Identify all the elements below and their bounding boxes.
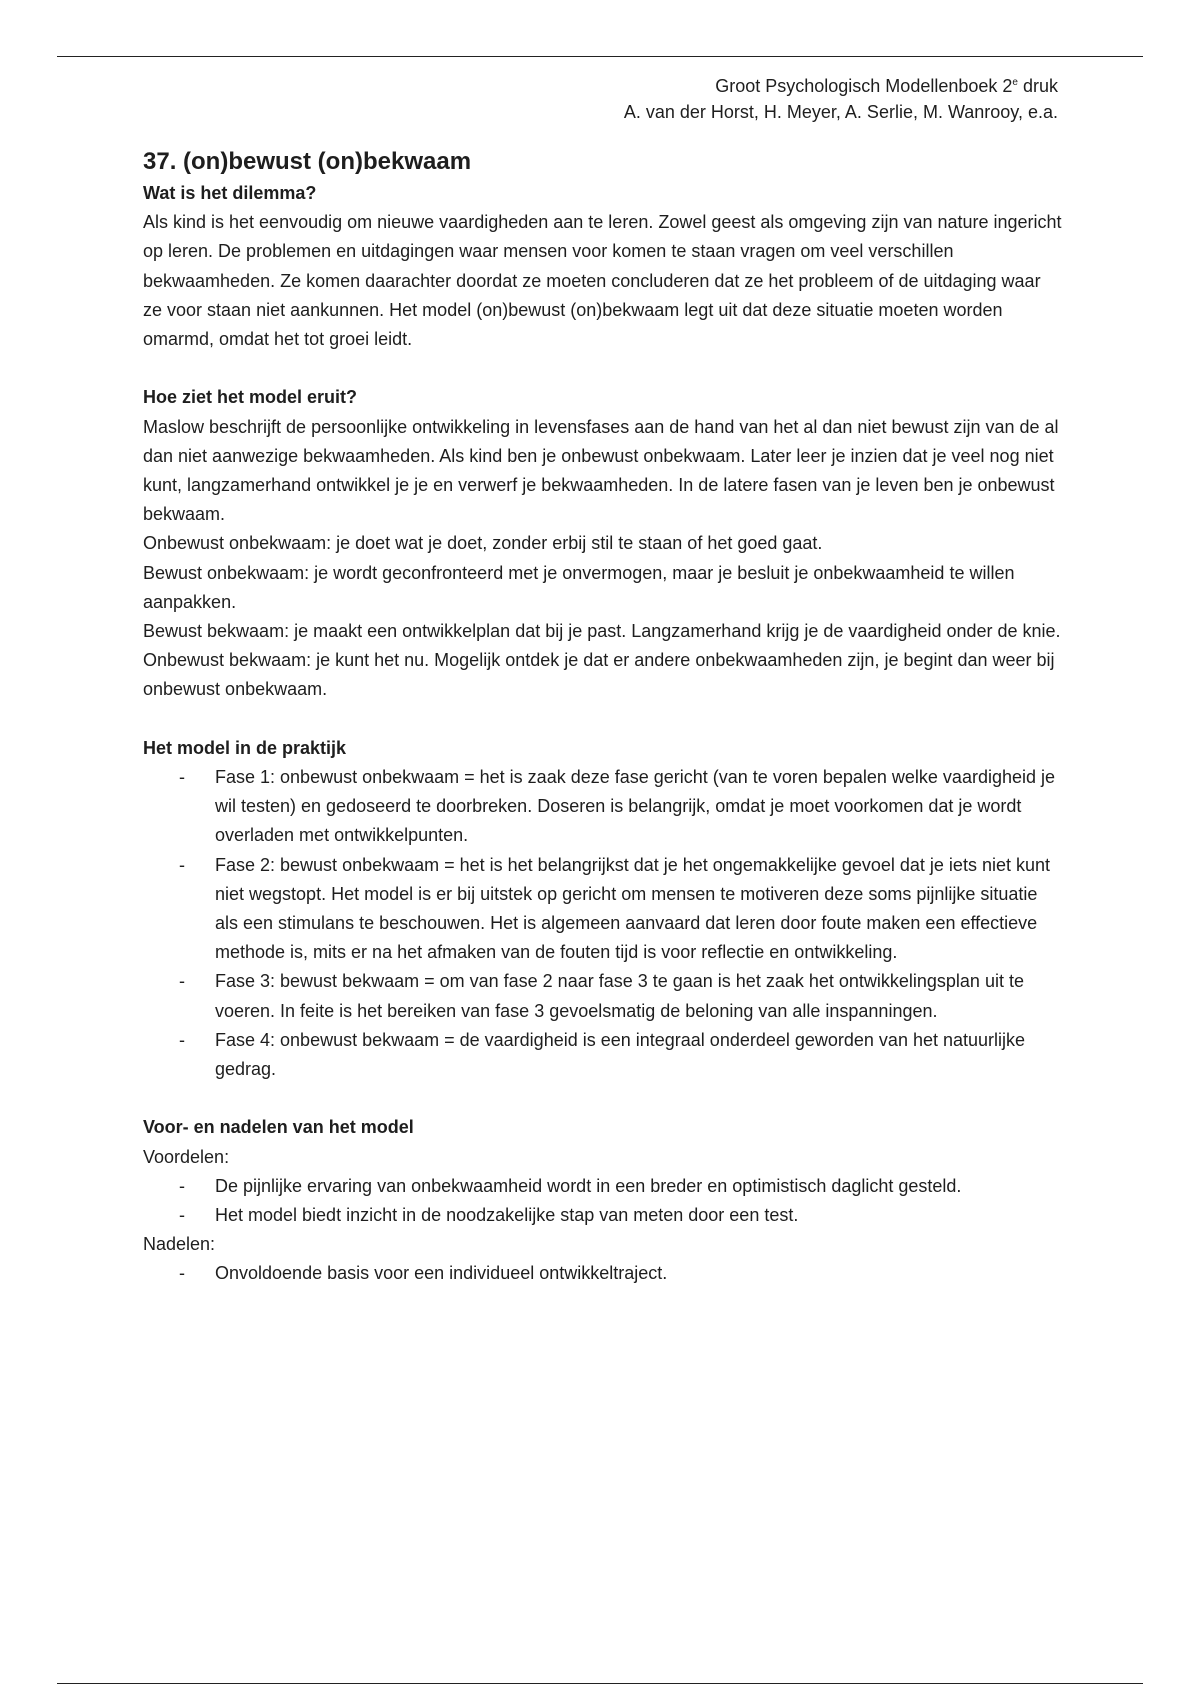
book-title: Groot Psychologisch Modellenboek 2 [715, 76, 1013, 96]
spacer [143, 1084, 1063, 1113]
practice-list-item: - Fase 4: onbewust bekwaam = de vaardigheid is een integraal onderdeel geworden van het natuurlijke gedrag. [215, 1026, 1063, 1084]
pros-list-item: - De pijnlijke ervaring van onbekwaamheid wordt in een breder en optimistisch daglicht gesteld. [215, 1172, 1063, 1201]
page-header [624, 73, 1058, 125]
chapter-title: 37. (on)bewust (on)bekwaam [143, 148, 472, 175]
cons-label: Nadelen: [143, 1234, 216, 1255]
edition-superscript: e [1012, 77, 1018, 88]
dilemma-paragraph: Als kind is het eenvoudig om nieuwe vaardigheden aan te leren. Zowel geest als omgeving zijn van nature ingericht op leren. De problemen en uitdagingen waar mensen voor komen te staan vragen om veel verschillen bekwaamheden. Ze komen daarachter doordat ze moeten concluderen dat ze het probleem of de uitdaging waar ze voor staan niet aankunnen. Het model (on)bewust (on)bekwaam legt uit dat deze situatie moeten worden omarmd, omdat het tot groei leidt. [143, 212, 1062, 350]
model-paragraph: Onbewust bekwaam: je kunt het nu. Mogelijk ontdek je dat er andere onbekwaamheden zijn, je begint dan weer bij onbewust onbekwaam. [143, 650, 1055, 700]
authors: A. van der Horst, H. Meyer, A. Serlie, M. Wanrooy, e.a. [623, 102, 1058, 122]
practice-list-item: - Fase 3: bewust bekwaam = om van fase 2 naar fase 3 te gaan is het zaak het ontwikkelingsplan uit te voeren. In feite is het bereiken van fase 3 gevoelsmatig de beloning van alle inspanningen. [215, 967, 1063, 1025]
section-heading-proscons: Voor- en nadelen van het model [143, 1117, 414, 1138]
section-heading-dilemma: Wat is het dilemma? [143, 183, 317, 203]
section-heading-model: Hoe ziet het model eruit? [143, 387, 358, 408]
book-title-line [624, 73, 1058, 99]
pros-label: Voordelen: [143, 1146, 230, 1167]
practice-list-item: - Fase 2: bewust onbekwaam = het is het belangrijkst dat je het ongemakkelijke gevoel dat je iets niet kunt niet wegstopt. Het model is er bij uitstek op gericht om mensen te motiveren deze soms pijnlijke situatie als een stimulans te beschouwen. Het is algemeen aanvaard dat leren door foute maken een effectieve methode is, mits er na het afmaken van de fouten tijd is voor reflectie en ontwikkeling. [215, 851, 1063, 968]
document-body [143, 145, 1063, 1289]
header-rule [57, 56, 1143, 57]
practice-list [143, 763, 1063, 1084]
model-paragraph: Onbewust onbekwaam: je doet wat je doet, zonder erbij stil te staan of het goed gaat. [143, 533, 823, 554]
model-paragraph: Maslow beschrijft de persoonlijke ontwikkeling in levensfases aan de hand van het al dan niet bewust zijn van de al dan niet aanwezige bekwaamheden. Als kind ben je onbewust onbekwaam. Later leer je inzien dat je veel nog niet kunt, langzamerhand ontwikkel je je en verwerf je bekwaamheden. In de latere fasen van je leven ben je onbewust bekwaam. [143, 416, 1059, 525]
spacer [143, 354, 1063, 383]
edition-suffix: druk [1017, 76, 1058, 96]
model-paragraph: Bewust bekwaam: je maakt een ontwikkelplan dat bij je past. Langzamerhand krijg je de vaardigheid onder de knie. [143, 621, 1061, 642]
practice-list-item: - Fase 1: onbewust onbekwaam = het is zaak deze fase gericht (van te voren bepalen welke vaardigheid je wil testen) en gedoseerd te doorbreken. Doseren is belangrijk, omdat je moet voorkomen dat je wordt overladen met ontwikkelpunten. [215, 763, 1063, 851]
spacer [143, 705, 1063, 734]
cons-list [143, 1259, 1063, 1288]
section-heading-practice: Het model in de praktijk [143, 737, 347, 758]
cons-list-item: - Onvoldoende basis voor een individueel ontwikkeltraject. [215, 1259, 1063, 1288]
footer-rule [57, 1683, 1143, 1684]
model-paragraph: Bewust onbekwaam: je wordt geconfronteerd met je onvermogen, maar je besluit je onbekwaamheid te willen aanpakken. [143, 562, 1015, 612]
pros-list-item: - Het model biedt inzicht in de noodzakelijke stap van meten door een test. [215, 1201, 1063, 1230]
pros-list [143, 1172, 1063, 1230]
